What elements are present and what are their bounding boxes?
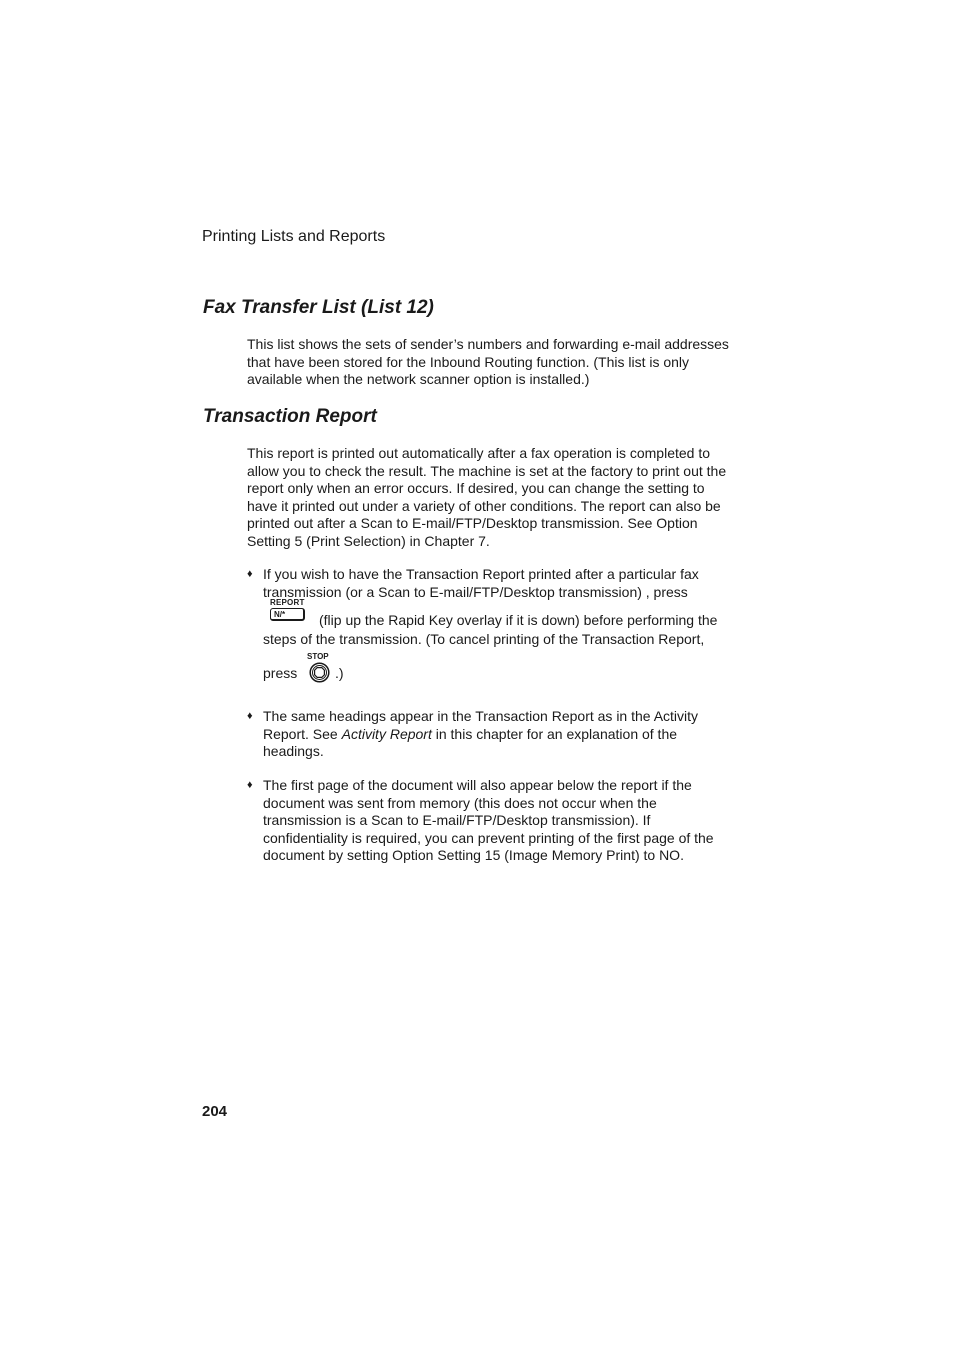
diamond-bullet-icon: ♦: [247, 779, 253, 791]
press-word: press: [263, 664, 298, 681]
section-heading-fax-transfer-list: Fax Transfer List (List 12): [203, 297, 434, 318]
stop-symbol-icon: [309, 662, 330, 683]
report-key-label: REPORT: [270, 598, 305, 608]
bullet-line: The same headings appear in the Transaction Report as in the Activity: [263, 708, 699, 724]
paragraph-fax-transfer-list: [247, 336, 747, 389]
bullet-line: headings.: [263, 743, 324, 760]
closing-text: .): [335, 664, 344, 681]
bullet-line: confidentiality is required, you can prevent printing of the first page of the: [263, 829, 714, 846]
bullet-text: Report. See: [263, 725, 342, 742]
stop-key-label: STOP: [307, 651, 329, 661]
bullet-item-first-page: [247, 777, 747, 865]
stop-key-icon: [307, 652, 333, 684]
section-heading-transaction-report: Transaction Report: [203, 406, 377, 427]
cross-reference: Activity Report: [341, 725, 432, 742]
paragraph-line: have it printed out under a variety of other conditions. The report can also be: [247, 497, 721, 514]
bullet-line: document by setting Option Setting 15 (Image Memory Print) to NO.: [263, 847, 684, 864]
bullet-line: transmission is a Scan to E-mail/FTP/Desktop transmission). If: [263, 812, 651, 829]
paragraph-line: This list shows the sets of sender’s numbers and forwarding e-mail addresses: [247, 336, 729, 352]
bullet-line: If you wish to have the Transaction Report printed after a particular fax: [263, 566, 699, 582]
bullet-text: in this chapter for an explanation of the: [431, 725, 678, 742]
diamond-bullet-icon: ♦: [247, 568, 253, 580]
bullet-line: steps of the transmission. (To cancel printing of the Transaction Report,: [263, 631, 705, 648]
paragraph-line: Setting 5 (Print Selection) in Chapter 7.: [247, 532, 490, 549]
bullet-line: transmission (or a Scan to E-mail/FTP/Desktop transmission) , press: [263, 583, 688, 600]
paragraph-line: available when the network scanner option is installed.): [247, 371, 590, 388]
paragraph-line: report only when an error occurs. If desired, you can change the setting to: [247, 480, 705, 497]
bullet-line: [263, 726, 747, 744]
paragraph-line: allow you to check the result. The machine is set at the factory to print out the: [247, 462, 727, 479]
report-key-icon: [270, 598, 308, 630]
paragraph-transaction-report: [247, 445, 747, 551]
bullet-line: document was sent from memory (this does not occur when the: [263, 794, 657, 811]
paragraph-line: This report is printed out automatically after a fax operation is completed to: [247, 445, 711, 461]
bullet-item-headings: [247, 708, 747, 761]
report-key-text: N/*: [270, 608, 305, 621]
bullet-line: (flip up the Rapid Key overlay if it is down) before performing the: [319, 612, 718, 629]
diamond-bullet-icon: ♦: [247, 710, 253, 722]
bullet-item-report-key: [247, 566, 747, 687]
page-number: 204: [202, 1103, 228, 1120]
bullet-line: The first page of the document will also appear below the report if the: [263, 777, 692, 793]
paragraph-line: that have been stored for the Inbound Routing function. (This list is only: [247, 353, 690, 370]
paragraph-line: printed out after a Scan to E-mail/FTP/Desktop transmission. See Option: [247, 515, 698, 532]
running-head: Printing Lists and Reports: [202, 228, 386, 245]
